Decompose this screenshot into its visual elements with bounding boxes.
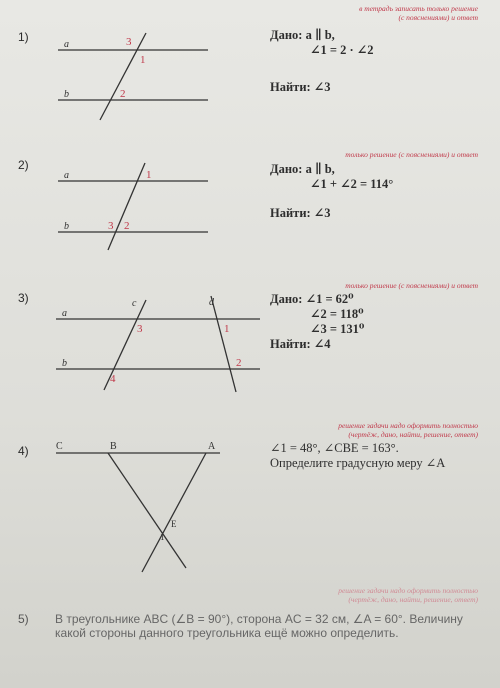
instruction-note-4: решение задачи надо оформить полностью (чертёж, дано, найти, решение, ответ) bbox=[338, 421, 478, 439]
problem-2-given: Дано: a ∥ b, ∠1 + ∠2 = 114° Найти: ∠3 bbox=[270, 162, 394, 220]
label-a: a bbox=[62, 308, 67, 319]
angle-2-label: 2 bbox=[124, 220, 130, 232]
angle-3-label: 3 bbox=[126, 36, 132, 48]
problem-2-number: 2) bbox=[18, 158, 29, 172]
label-c: C bbox=[56, 441, 63, 452]
problem-4-given: ∠1 = 48°, ∠CBE = 163°. Определите градусную меру ∠A bbox=[270, 441, 446, 470]
angle-1-label: 1 bbox=[160, 532, 165, 542]
angle-1-label: 1 bbox=[224, 323, 230, 335]
line-from-a bbox=[142, 453, 206, 572]
problem-1-given: Дано: a ∥ b, ∠1 = 2 · ∠2 Найти: ∠3 bbox=[270, 28, 374, 94]
label-a: a bbox=[64, 170, 69, 181]
problem-5-number: 5) bbox=[18, 612, 29, 626]
label-a: A bbox=[208, 441, 216, 452]
angle-1-label: 1 bbox=[146, 169, 152, 181]
label-e: E bbox=[171, 519, 177, 529]
label-b: b bbox=[62, 358, 67, 369]
instruction-note-2: только решение (с пояснениями) и ответ bbox=[345, 150, 478, 159]
line-from-b bbox=[108, 453, 186, 568]
problem-3-number: 3) bbox=[18, 291, 29, 305]
problem-4-number: 4) bbox=[18, 444, 29, 458]
angle-4-label: 4 bbox=[110, 373, 116, 385]
problem-1-number: 1) bbox=[18, 30, 29, 44]
angle-3-label: 3 bbox=[137, 323, 143, 335]
label-b: b bbox=[64, 221, 69, 232]
angle-2-label: 2 bbox=[120, 88, 126, 100]
instruction-note-1: в тетрадь записать только решение (с пояснениями) и ответ bbox=[359, 4, 478, 22]
instruction-note-5: решение задачи надо оформить полностью (чертёж, дано, найти, решение, ответ) bbox=[338, 586, 478, 604]
label-b: b bbox=[64, 89, 69, 100]
angle-1-label: 1 bbox=[140, 54, 146, 66]
label-c: c bbox=[132, 298, 137, 309]
problem-5-text: В треугольнике ABC (∠B = 90°), сторона AC = 32 см, ∠A = 60°. Величину какой стороны данного треугольника ещё можно определить. bbox=[55, 612, 463, 640]
problem-3-given: Дано: ∠1 = 62⁰ ∠2 = 118⁰ ∠3 = 131⁰ Найти: ∠4 bbox=[270, 292, 365, 351]
label-a: a bbox=[64, 39, 69, 50]
angle-2-label: 2 bbox=[236, 357, 242, 369]
label-b: B bbox=[110, 441, 117, 452]
instruction-note-3: только решение (с пояснениями) и ответ bbox=[345, 281, 478, 290]
angle-3-label: 3 bbox=[108, 220, 114, 232]
label-d: d bbox=[209, 297, 214, 308]
